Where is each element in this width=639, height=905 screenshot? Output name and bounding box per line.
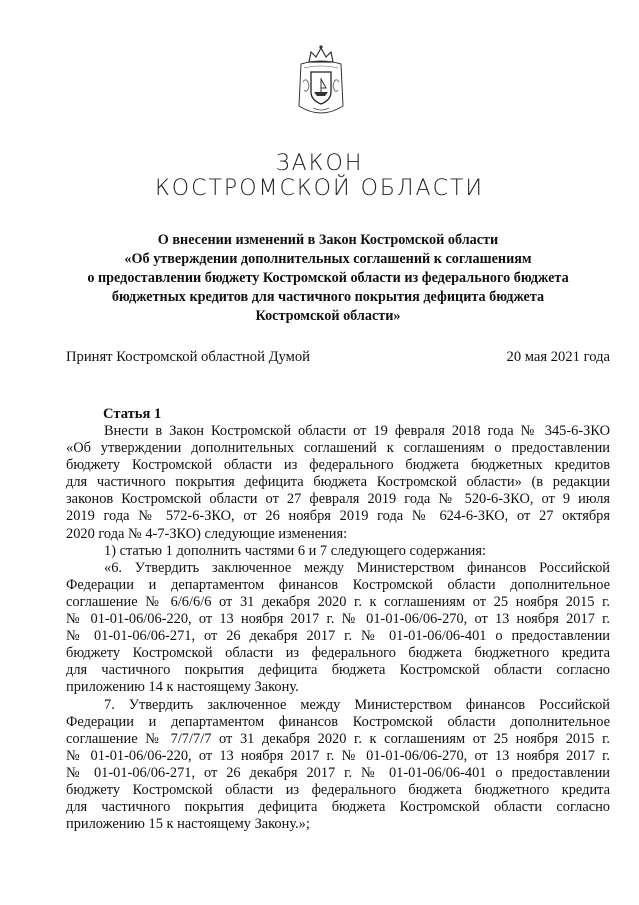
body-line: для частичного покрытия дефицита бюджета Костромской области» (в редакции	[66, 474, 610, 491]
body-line: бюджету Костромской области из федерального бюджета бюджетных кредитов	[66, 457, 610, 474]
heading-line: бюджетных кредитов для частичного покрытия дефицита бюджета	[111, 289, 545, 305]
body-line: 2020 года № 4-7-ЗКО) следующие изменения:	[66, 525, 348, 542]
body-line: законов Костромской области от 27 февраля 2019 года № 520-6-ЗКО, от 9 июля	[66, 491, 610, 508]
body-line: № 01-01-06/06-271, от 26 декабря 2017 г. № 01-01-06/06-401 о предоставлении	[66, 628, 610, 645]
law-heading	[60, 231, 596, 326]
body-line: Федерации и департаментом финансов Костромской области дополнительное	[66, 713, 610, 730]
body-line: № 01-01-06/06-220, от 13 ноября 2017 г. № 01-01-06/06-270, от 13 ноября 2017 г.	[66, 611, 610, 628]
body-line: «6. Утвердить заключенное между Министерством финансов Российской	[104, 559, 610, 576]
body-line: № 01-01-06/06-220, от 13 ноября 2017 г. № 01-01-06/06-270, от 13 ноября 2017 г.	[66, 747, 610, 764]
law-region-title: КОСТРОМСКОЙ ОБЛАСТИ	[154, 176, 485, 201]
body-line: приложению 14 к настоящему Закону.	[66, 679, 299, 696]
body-line: бюджету Костромской области из федерального бюджета бюджетного кредита	[66, 645, 610, 662]
heading-line: о предоставлении бюджету Костромской области из федерального бюджета	[87, 270, 569, 286]
body-line: Внести в Закон Костромской области от 19 февраля 2018 года № 345-6-ЗКО	[104, 423, 610, 439]
adopted-by: Принят Костромской областной Думой	[66, 349, 310, 365]
coat-of-arms-icon	[295, 42, 347, 120]
law-title: ЗАКОН	[275, 151, 364, 176]
heading-line: Костромской области»	[255, 308, 401, 324]
body-line: приложению 15 к настоящему Закону.»;	[66, 816, 310, 833]
body-line: Федерации и департаментом финансов Костромской области дополнительное	[66, 576, 610, 593]
heading-line: «Об утверждении дополнительных соглашений к соглашениям	[124, 251, 532, 267]
body-line: для частичного покрытия дефицита бюджета Костромской области согласно	[66, 662, 610, 679]
body-line: соглашение № 6/6/6/6 от 31 декабря 2020 г. к соглашениям от 25 ноября 2015 г.	[66, 593, 610, 610]
adopted-date: 20 мая 2021 года	[506, 349, 610, 365]
heading-line: О внесении изменений в Закон Костромской области	[157, 232, 499, 248]
article-body	[66, 423, 610, 833]
body-line: 2019 года № 572-6-ЗКО, от 26 ноября 2019 года № 624-6-ЗКО, от 27 октября	[66, 508, 610, 525]
body-line: 7. Утвердить заключенное между Министерством финансов Российской	[104, 696, 610, 713]
body-line: бюджету Костромской области из федерального бюджета бюджетного кредита	[66, 781, 610, 798]
body-line: «Об утверждении дополнительных соглашений к соглашениям о предоставлении	[66, 440, 610, 457]
body-line: № 01-01-06/06-271, от 26 декабря 2017 г. № 01-01-06/06-401 о предоставлении	[66, 764, 610, 781]
article-title: Статья 1	[103, 406, 162, 422]
body-line: для частичного покрытия дефицита бюджета Костромской области согласно	[66, 799, 610, 816]
body-line: 1) статью 1 дополнить частями 6 и 7 следующего содержания:	[104, 542, 486, 559]
body-line: соглашение № 7/7/7/7 от 31 декабря 2020 г. к соглашениям от 25 ноября 2015 г.	[66, 730, 610, 747]
